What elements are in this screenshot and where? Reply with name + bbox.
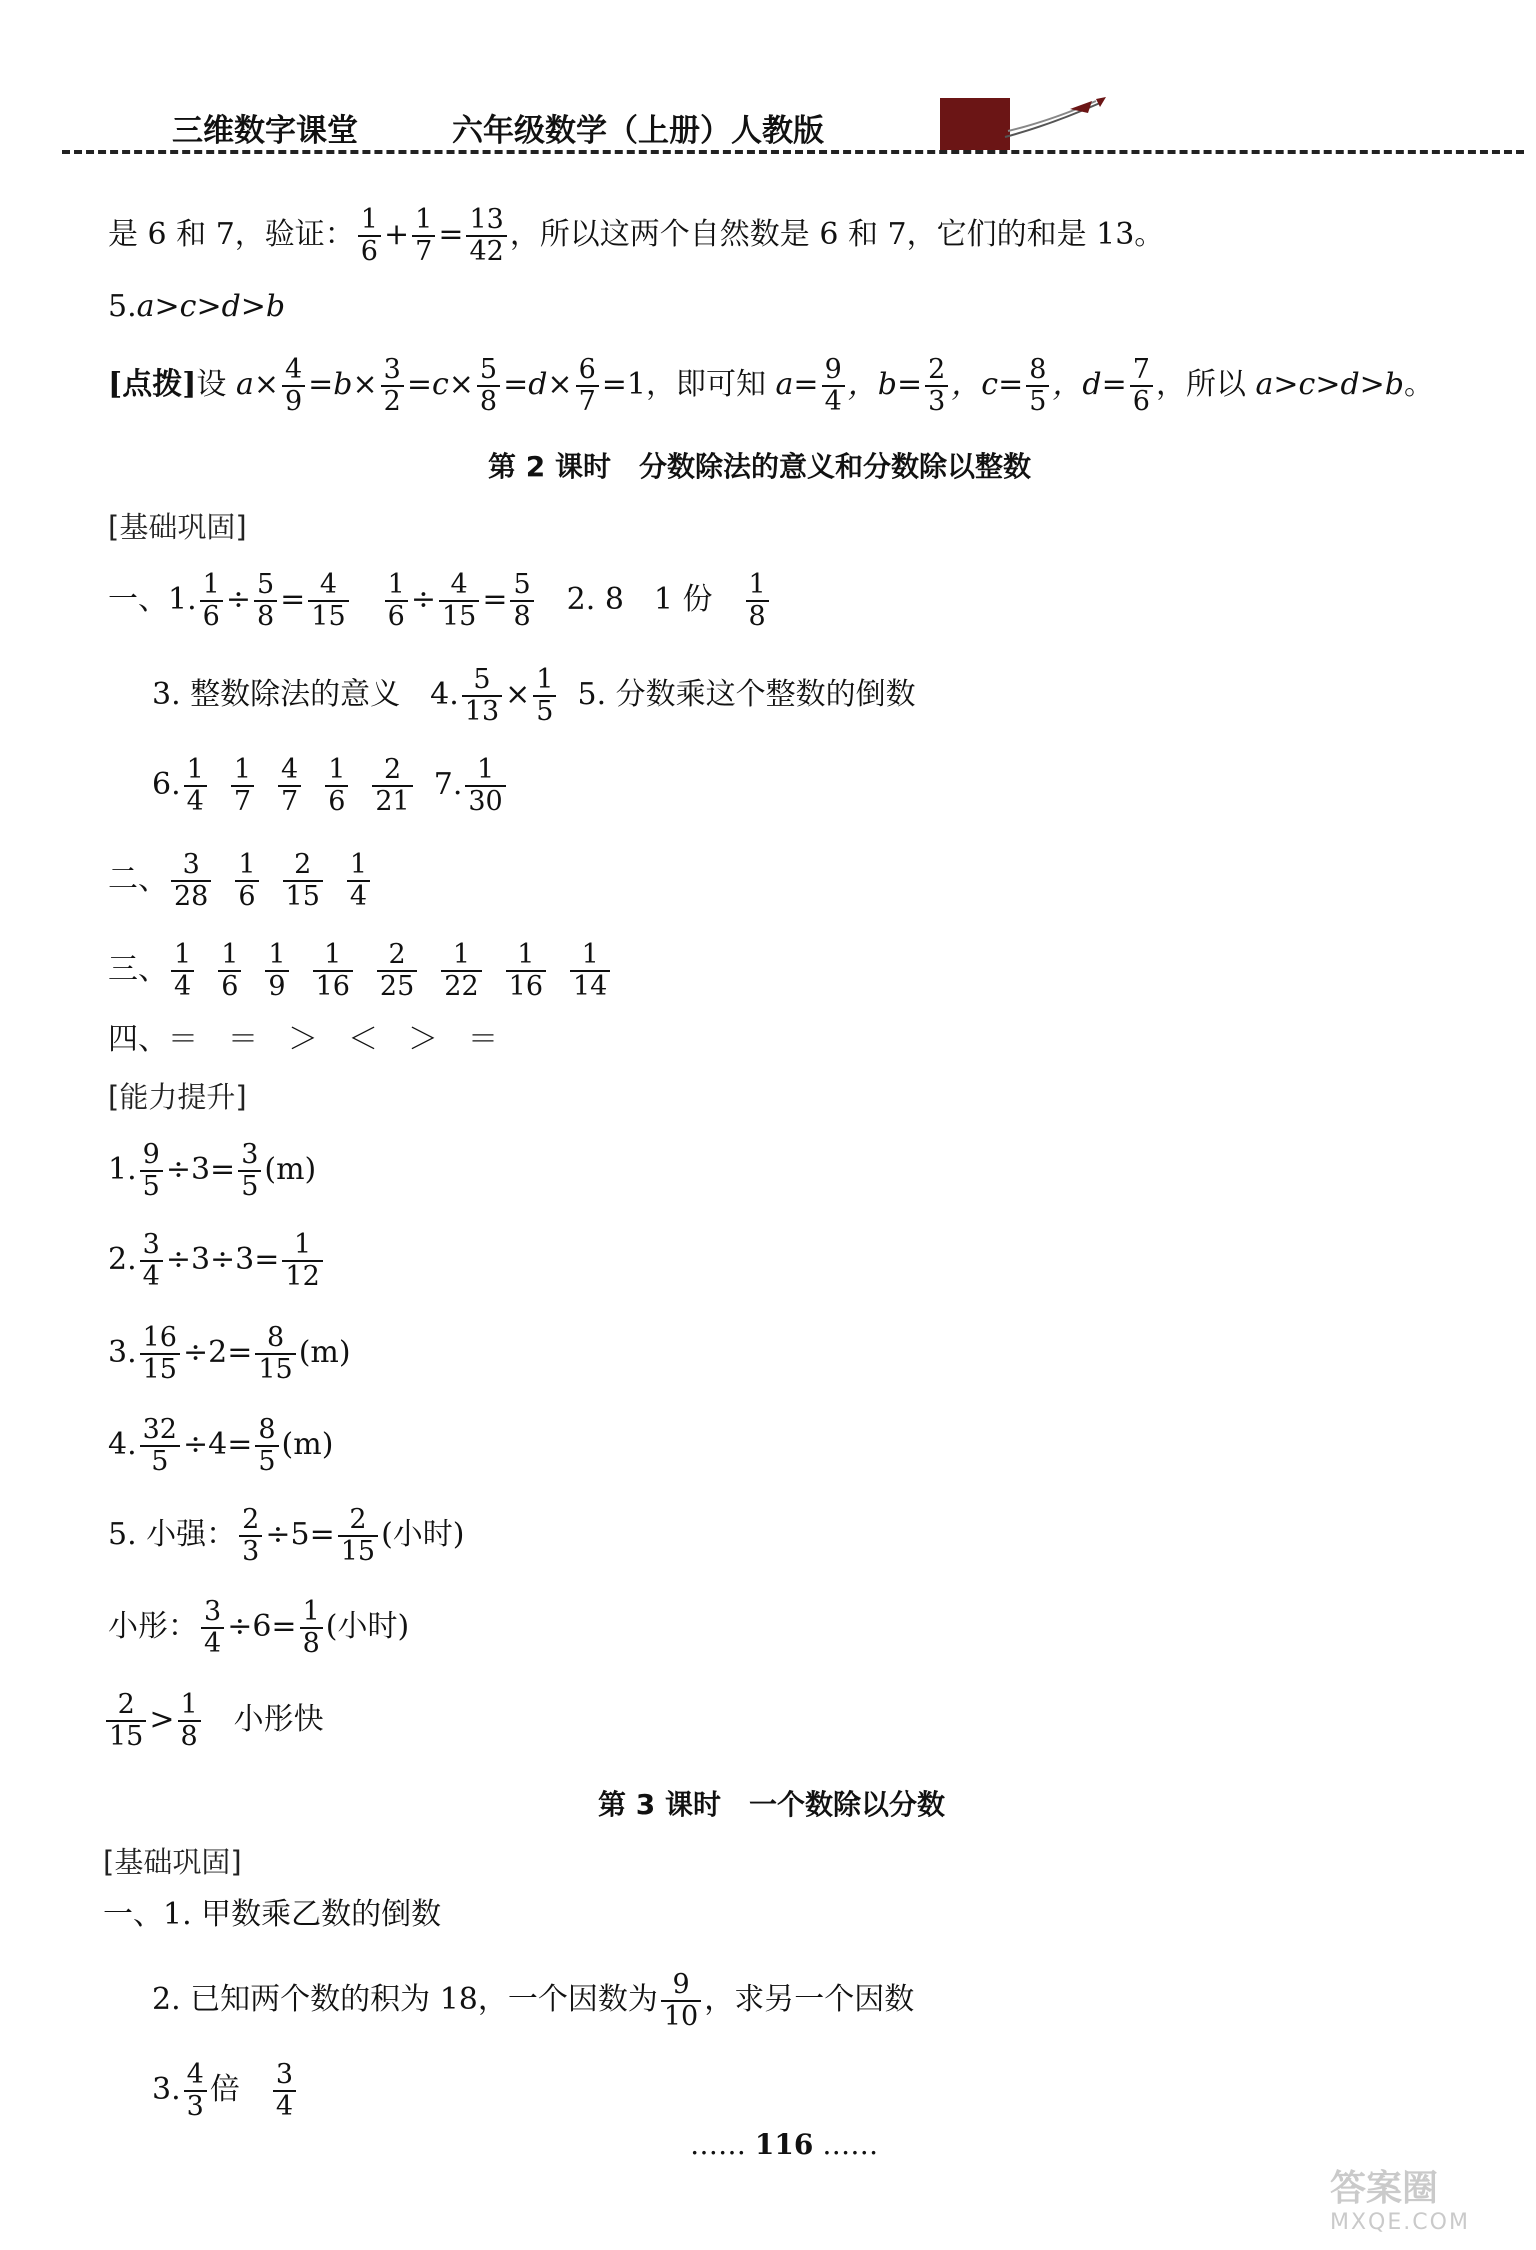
fraction: $\frac{1}{8}$ — [300, 1597, 323, 1659]
fraction: $\frac{4}{15}$ — [308, 570, 348, 632]
fraction: $\frac{2}{15}$ — [338, 1505, 378, 1567]
fraction: $\frac{5}{8}$ — [254, 570, 277, 632]
fraction: $\frac{9}{5}$ — [140, 1140, 163, 1202]
fraction: $\frac{2}{15}$ — [283, 850, 323, 912]
answer-2: 二、 $\frac{3}{28}$ $\frac{1}{6}$ $\frac{2}{15}$ $\frac{1}{4}$ — [108, 850, 373, 912]
fraction: $\frac{1}{14}$ — [570, 940, 610, 1002]
tag-basic: [基础巩固] — [108, 510, 247, 544]
fraction: $\frac{3}{28}$ — [171, 850, 211, 912]
fraction: $\frac{1}{6}$ — [358, 205, 381, 267]
fraction: $\frac{1}{30}$ — [465, 755, 505, 817]
fraction: $\frac{1}{22}$ — [441, 940, 481, 1002]
fraction: $\frac{3}{4}$ — [140, 1230, 163, 1292]
watermark-url: MXQE.COM — [1330, 2210, 1470, 2235]
rocket-icon — [1000, 95, 1110, 145]
s3-answer-1: 一、1. 甲数乘乙数的倒数 — [103, 1897, 442, 1932]
ability-6: 小彤： $\frac{3}{4}$ ÷6= $\frac{1}{8}$ (小时) — [108, 1596, 410, 1659]
answer-1-3: 3. 整数除法的意义 4. $\frac{5}{13}$ × $\frac{1}{5}$ 5. 分数乘这个整数的倒数 — [152, 664, 916, 727]
fraction: $\frac{1}{6}$ — [325, 755, 348, 817]
fraction: $\frac{8}{5}$ — [255, 1415, 278, 1477]
header-series: 三维数字课堂 — [172, 113, 358, 149]
answer-3: 三、 $\frac{1}{4}$ $\frac{1}{6}$ $\frac{1}{9}$ $\frac{1}{16}$ $\frac{2}{25}$ $\frac{1}{22}$ $\frac{1}{16}$ $\frac{1}{14}$ — [108, 940, 613, 1002]
answer-4: 四、＝ ＝ ＞ ＜ ＞ ＝ — [108, 1022, 498, 1057]
fraction: $\frac{1}{16}$ — [313, 940, 353, 1002]
fraction: $\frac{7}{6}$ — [1130, 355, 1153, 417]
fraction: $\frac{3}{5}$ — [238, 1140, 261, 1202]
tag-ability: [能力提升] — [108, 1080, 247, 1114]
fraction: $\frac{1}{7}$ — [231, 755, 254, 817]
ability-3: 3. $\frac{16}{15}$ ÷2= $\frac{8}{15}$ (m) — [108, 1322, 351, 1385]
s3-answer-2: 2. 已知两个数的积为 18，一个因数为 $\frac{9}{10}$ ，求另一个因数 — [152, 1969, 915, 2032]
ability-2: 2. $\frac{3}{4}$ ÷3÷3= $\frac{1}{12}$ — [108, 1230, 326, 1292]
fraction: $\frac{4}{9}$ — [282, 355, 305, 417]
fraction: $\frac{3}{2}$ — [381, 355, 404, 417]
fraction: $\frac{8}{15}$ — [255, 1323, 295, 1385]
header-book: 六年级数学（上册）人教版 — [452, 113, 824, 149]
section-title-2: 第 2 课时 分数除法的意义和分数除以整数 — [488, 450, 1031, 483]
fraction: $\frac{3}{4}$ — [201, 1597, 224, 1659]
s3-answer-3: 3. $\frac{4}{3}$ 倍 $\frac{3}{4}$ — [152, 2060, 299, 2122]
section-title-3: 第 3 课时 一个数除以分数 — [598, 1788, 945, 1821]
answer-1-6: 6. $\frac{1}{4}$ $\frac{1}{7}$ $\frac{4}{7}$ $\frac{1}{6}$ $\frac{2}{21}$ 7. $\frac{1}{30}$ — [152, 755, 509, 817]
fraction: $\frac{1}{4}$ — [171, 940, 194, 1002]
page-number: …… 116 …… — [690, 2128, 879, 2161]
ability-1: 1. $\frac{9}{5}$ ÷3= $\frac{3}{5}$ (m) — [108, 1139, 317, 1202]
fraction: $\frac{1}{8}$ — [746, 570, 769, 632]
fraction: $\frac{9}{10}$ — [661, 1970, 701, 2032]
fraction: $\frac{6}{7}$ — [576, 355, 599, 417]
fraction: $\frac{5}{13}$ — [462, 665, 502, 727]
fraction: $\frac{13}{42}$ — [466, 205, 506, 267]
fraction: $\frac{9}{4}$ — [822, 355, 845, 417]
line-hint: [点拨]设 a× $\frac{4}{9}$ =b× $\frac{3}{2}$ =c× $\frac{5}{8}$ =d× $\frac{6}{7}$ =1，即可知 a= $\frac{9}{4}$ ，b= $\frac{2}{3}$ ，c= $\frac{8}{5}$ ，d= $\frac{7}{6}$ ，所以 a>c>d>b。 — [108, 354, 1435, 417]
fraction: $\frac{2}{21}$ — [372, 755, 412, 817]
fraction: $\frac{8}{5}$ — [1026, 355, 1049, 417]
fraction: $\frac{1}{4}$ — [184, 755, 207, 817]
fraction: $\frac{2}{3}$ — [925, 355, 948, 417]
fraction: $\frac{16}{15}$ — [140, 1323, 180, 1385]
fraction: $\frac{5}{8}$ — [510, 570, 533, 632]
fraction: $\frac{1}{16}$ — [506, 940, 546, 1002]
ability-5: 5. 小强： $\frac{2}{3}$ ÷5= $\frac{2}{15}$ (小时) — [108, 1504, 465, 1567]
fraction: $\frac{1}{4}$ — [347, 850, 370, 912]
ability-7: $\frac{2}{15}$ > $\frac{1}{8}$ 小彤快 — [103, 1690, 324, 1752]
fraction: $\frac{1}{6}$ — [200, 570, 223, 632]
fraction: $\frac{4}{3}$ — [184, 2060, 207, 2122]
fraction: $\frac{4}{15}$ — [439, 570, 479, 632]
fraction: $\frac{1}{6}$ — [385, 570, 408, 632]
fraction: $\frac{1}{12}$ — [282, 1230, 322, 1292]
fraction: $\frac{2}{15}$ — [106, 1690, 146, 1752]
line-verify: 是 6 和 7，验证： $\frac{1}{6}$ + $\frac{1}{7}$ = $\frac{13}{42}$ ，所以这两个自然数是 6 和 7，它们的和是 13。 — [108, 204, 1165, 267]
fraction: $\frac{1}{8}$ — [178, 1690, 201, 1752]
fraction: $\frac{2}{3}$ — [239, 1505, 262, 1567]
watermark-logo: 答案圈 — [1330, 2168, 1439, 2209]
fraction: $\frac{1}{6}$ — [235, 850, 258, 912]
hint-tag: [点拨] — [108, 367, 197, 402]
line-q5: 5.a>c>d>b — [108, 289, 286, 324]
fraction: $\frac{1}{9}$ — [265, 940, 288, 1002]
answer-1-1: 一、1. $\frac{1}{6}$ ÷ $\frac{5}{8}$ = $\frac{4}{15}$ $\frac{1}{6}$ ÷ $\frac{4}{15}$ = $\frac{5}{8}$ 2. 8 1 份 $\frac{1}{8}$ — [108, 570, 772, 632]
fraction: $\frac{1}{5}$ — [533, 665, 556, 727]
header-divider — [62, 150, 1524, 154]
fraction: $\frac{1}{6}$ — [218, 940, 241, 1002]
fraction: $\frac{5}{8}$ — [477, 355, 500, 417]
fraction: $\frac{3}{4}$ — [273, 2060, 296, 2122]
fraction: $\frac{2}{25}$ — [377, 940, 417, 1002]
fraction: $\frac{1}{7}$ — [412, 205, 435, 267]
fraction: $\frac{32}{5}$ — [140, 1415, 180, 1477]
ability-4: 4. $\frac{32}{5}$ ÷4= $\frac{8}{5}$ (m) — [108, 1414, 334, 1477]
tag-basic-3: [基础巩固] — [103, 1845, 242, 1879]
fraction: $\frac{4}{7}$ — [278, 755, 301, 817]
